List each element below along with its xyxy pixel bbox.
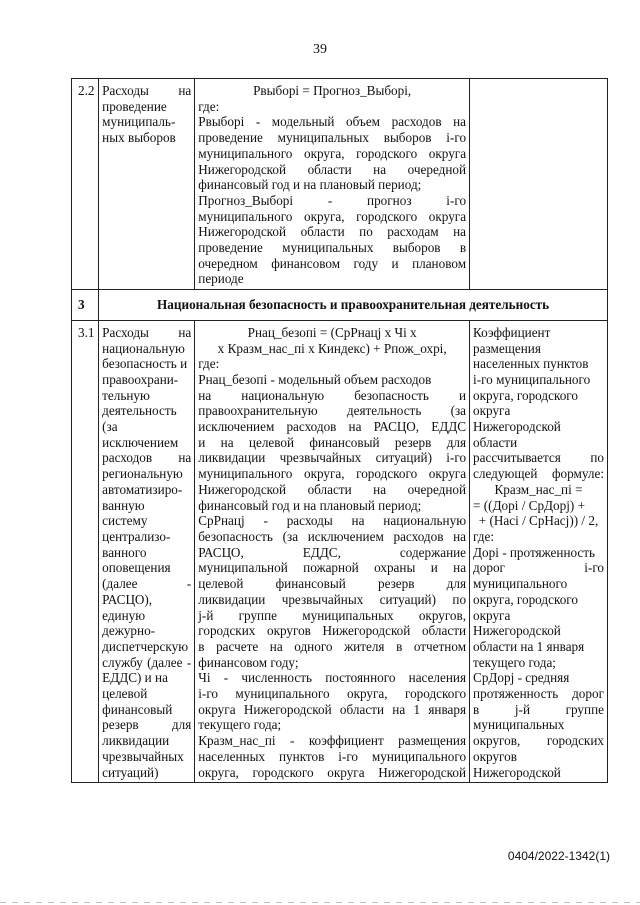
text-line: округов [473, 748, 517, 764]
text-line: СрРнацј - расходы на национальную [198, 513, 467, 529]
document-code: 0404/2022-1342(1) [507, 849, 610, 863]
text-line: финансовый год и на плановый период; [198, 177, 422, 193]
text-line: где: [198, 98, 220, 114]
table-row [72, 320, 608, 782]
text-line: исключением расходов на РАСЦО, ЕДДС [198, 419, 467, 435]
text-line: области на 1 января [473, 638, 585, 654]
text-line: правоохрани- [102, 371, 179, 387]
table-row [72, 79, 608, 290]
text-line: в j-й группе [473, 701, 604, 717]
text-line: ванного [102, 544, 147, 560]
formula-cell [195, 320, 470, 782]
text-line: округа [473, 403, 511, 419]
text-line: финансовый год и на плановый период; [198, 497, 422, 513]
text-line: Расходы на [102, 324, 192, 340]
text-line: Расходы на [102, 83, 192, 98]
text-line: Коэффициент [473, 324, 551, 340]
text-line: чрезвычайных [102, 748, 184, 764]
text-line: резерв для [102, 717, 192, 733]
text-line: ликвидации чрезвычайных ситуаций) по [198, 591, 467, 607]
text-line: исключением [102, 434, 179, 450]
text-line: муниципальных [473, 717, 565, 733]
text-line: Нижегородской области по расходам на [198, 224, 467, 240]
text-line: = ((Дорі / СрДорј) + [473, 497, 586, 513]
text-line: диспетчерскую [102, 638, 189, 654]
text-line: текущего года; [473, 654, 556, 670]
text-line: + (Насі / СрНасј)) / 2, [478, 513, 599, 529]
text-line: проведение муниципальных выборов в [198, 240, 467, 256]
text-line: следующей формуле: [473, 466, 604, 482]
text-line: (далее - [102, 576, 192, 592]
text-line: ных выборов [102, 130, 176, 146]
text-line: РАСЦО), [102, 591, 153, 607]
scan-edge-divider [0, 902, 640, 903]
text-line: и на целевой финансовый резерв для [198, 434, 467, 450]
text-line: Рнац_безопі = (СрРнацј х Чі х [247, 324, 417, 340]
text-line: округов, городских [473, 733, 604, 749]
text-line: округа Нижегородской области на 1 января [198, 701, 467, 717]
text-line: Кразм_нас_пі - коэффициент размещения [198, 733, 467, 749]
methodology-table [71, 78, 608, 783]
section-heading-row [72, 290, 608, 321]
text-line: округа, городского [473, 591, 578, 607]
text-line: текущего года; [198, 717, 282, 733]
text-line: Рвыборі - модельный объем расходов на [198, 114, 467, 130]
text-line: в расчете на одного жителя в отчетном [198, 638, 467, 654]
text-line: безопасность (за исключением расходов на [198, 528, 467, 544]
text-line: дорог і-го [473, 560, 604, 576]
text-line: оповещения [102, 560, 171, 576]
text-line: муниципального округа, городского округа [198, 208, 467, 224]
coefficient-cell [470, 79, 608, 290]
text-line: х Кразм_нас_пі х Киндекс) + Рпож_охрі, [217, 340, 447, 356]
text-line: единую [102, 607, 146, 623]
text-line: очередном финансовом году и плановом [198, 255, 467, 271]
text-line: Рвыборі = Прогноз_Выборі, [253, 83, 412, 98]
text-line: безопасность и [102, 356, 188, 372]
text-line: РАСЦО, ЕДДС, содержание [198, 544, 467, 560]
text-line: расходов на [102, 450, 192, 466]
text-line: ванную [102, 497, 145, 513]
page-number: 39 [313, 42, 327, 57]
text-line: дежурно- [102, 623, 156, 639]
text-line: правоохранительную деятельность (за [198, 403, 467, 419]
text-line: Чі - численность постоянного населения [198, 670, 467, 686]
text-line: округа, городского [473, 387, 578, 403]
row-number: 3.1 [72, 320, 99, 782]
text-line: Нижегородской области на очередной [198, 161, 467, 177]
text-line: области [473, 434, 518, 450]
text-line: муниципаль- [102, 114, 176, 130]
text-line: службу (далее - [102, 654, 192, 670]
text-line: периоде [198, 271, 244, 287]
text-line: региональную [102, 466, 183, 482]
text-line: муниципальной пожарной охраны и на [198, 560, 467, 576]
text-line: проведение муниципальных выборов і-го [198, 130, 467, 146]
text-line: проведение [102, 98, 167, 114]
text-line: і-го муниципального [473, 371, 591, 387]
text-line: Рнац_безопі - модельный объем расходов [198, 371, 432, 387]
text-line: муниципального [473, 576, 568, 592]
text-line: населенных пунктов [473, 356, 589, 372]
text-line: городских округов Нижегородской области [198, 623, 467, 639]
section-number: 3 [72, 290, 99, 321]
text-line: Нижегородской [473, 623, 561, 639]
text-line: ситуаций) [102, 764, 159, 780]
coefficient-cell [470, 320, 608, 782]
row-number: 2.2 [72, 79, 99, 290]
text-line: где: [473, 528, 495, 544]
text-line: Нижегородской [473, 764, 561, 780]
text-line: ликвидации [102, 733, 170, 749]
text-line: (за [102, 419, 118, 435]
text-line: округа, городского округа Нижегородской [198, 764, 467, 780]
text-line: автоматизиро- [102, 481, 183, 497]
text-line: целевой финансовый резерв для [198, 576, 467, 592]
text-line: на национальную безопасность и [198, 387, 467, 403]
text-line: Нижегородской [473, 419, 561, 435]
text-line: ЕДДС) и на [102, 670, 168, 686]
text-line: населенных пунктов і-го муниципального [198, 748, 467, 764]
text-line: систему [102, 513, 148, 529]
text-line: СрДорј - средняя [473, 670, 570, 686]
text-line: Дорі - протяженность [473, 544, 596, 560]
text-line: целевой [102, 686, 148, 702]
text-line: централизо- [102, 528, 171, 544]
formula-cell [195, 79, 470, 290]
text-line: финансовый [102, 701, 173, 717]
text-line: финансовом году; [198, 654, 299, 670]
text-line: округа [473, 607, 511, 623]
text-line: Кразм_нас_пі = [494, 481, 583, 497]
text-line: і-го муниципального округа, городского [198, 686, 467, 702]
text-line: тельную [102, 387, 150, 403]
text-line: размещения [473, 340, 541, 356]
text-line: деятельность [102, 403, 177, 419]
text-line: национальную [102, 340, 185, 356]
text-line: j-й группе муниципальных округов, [198, 607, 467, 623]
expense-name-cell [99, 79, 195, 290]
text-line: ликвидации чрезвычайных ситуаций) і-го [198, 450, 467, 466]
text-line: муниципального округа, городского округа [198, 145, 467, 161]
text-line: протяженность дорог [473, 686, 604, 702]
expense-name-cell [99, 320, 195, 782]
text-line: рассчитывается по [473, 450, 604, 466]
text-line: муниципального округа, городского округа [198, 466, 467, 482]
section-title: Национальная безопасность и правоохранительная деятельность [99, 290, 608, 321]
text-line: где: [198, 356, 220, 372]
text-line: Нижегородской области на очередной [198, 481, 467, 497]
text-line: Прогноз_Выборі - прогноз і-го [198, 192, 467, 208]
